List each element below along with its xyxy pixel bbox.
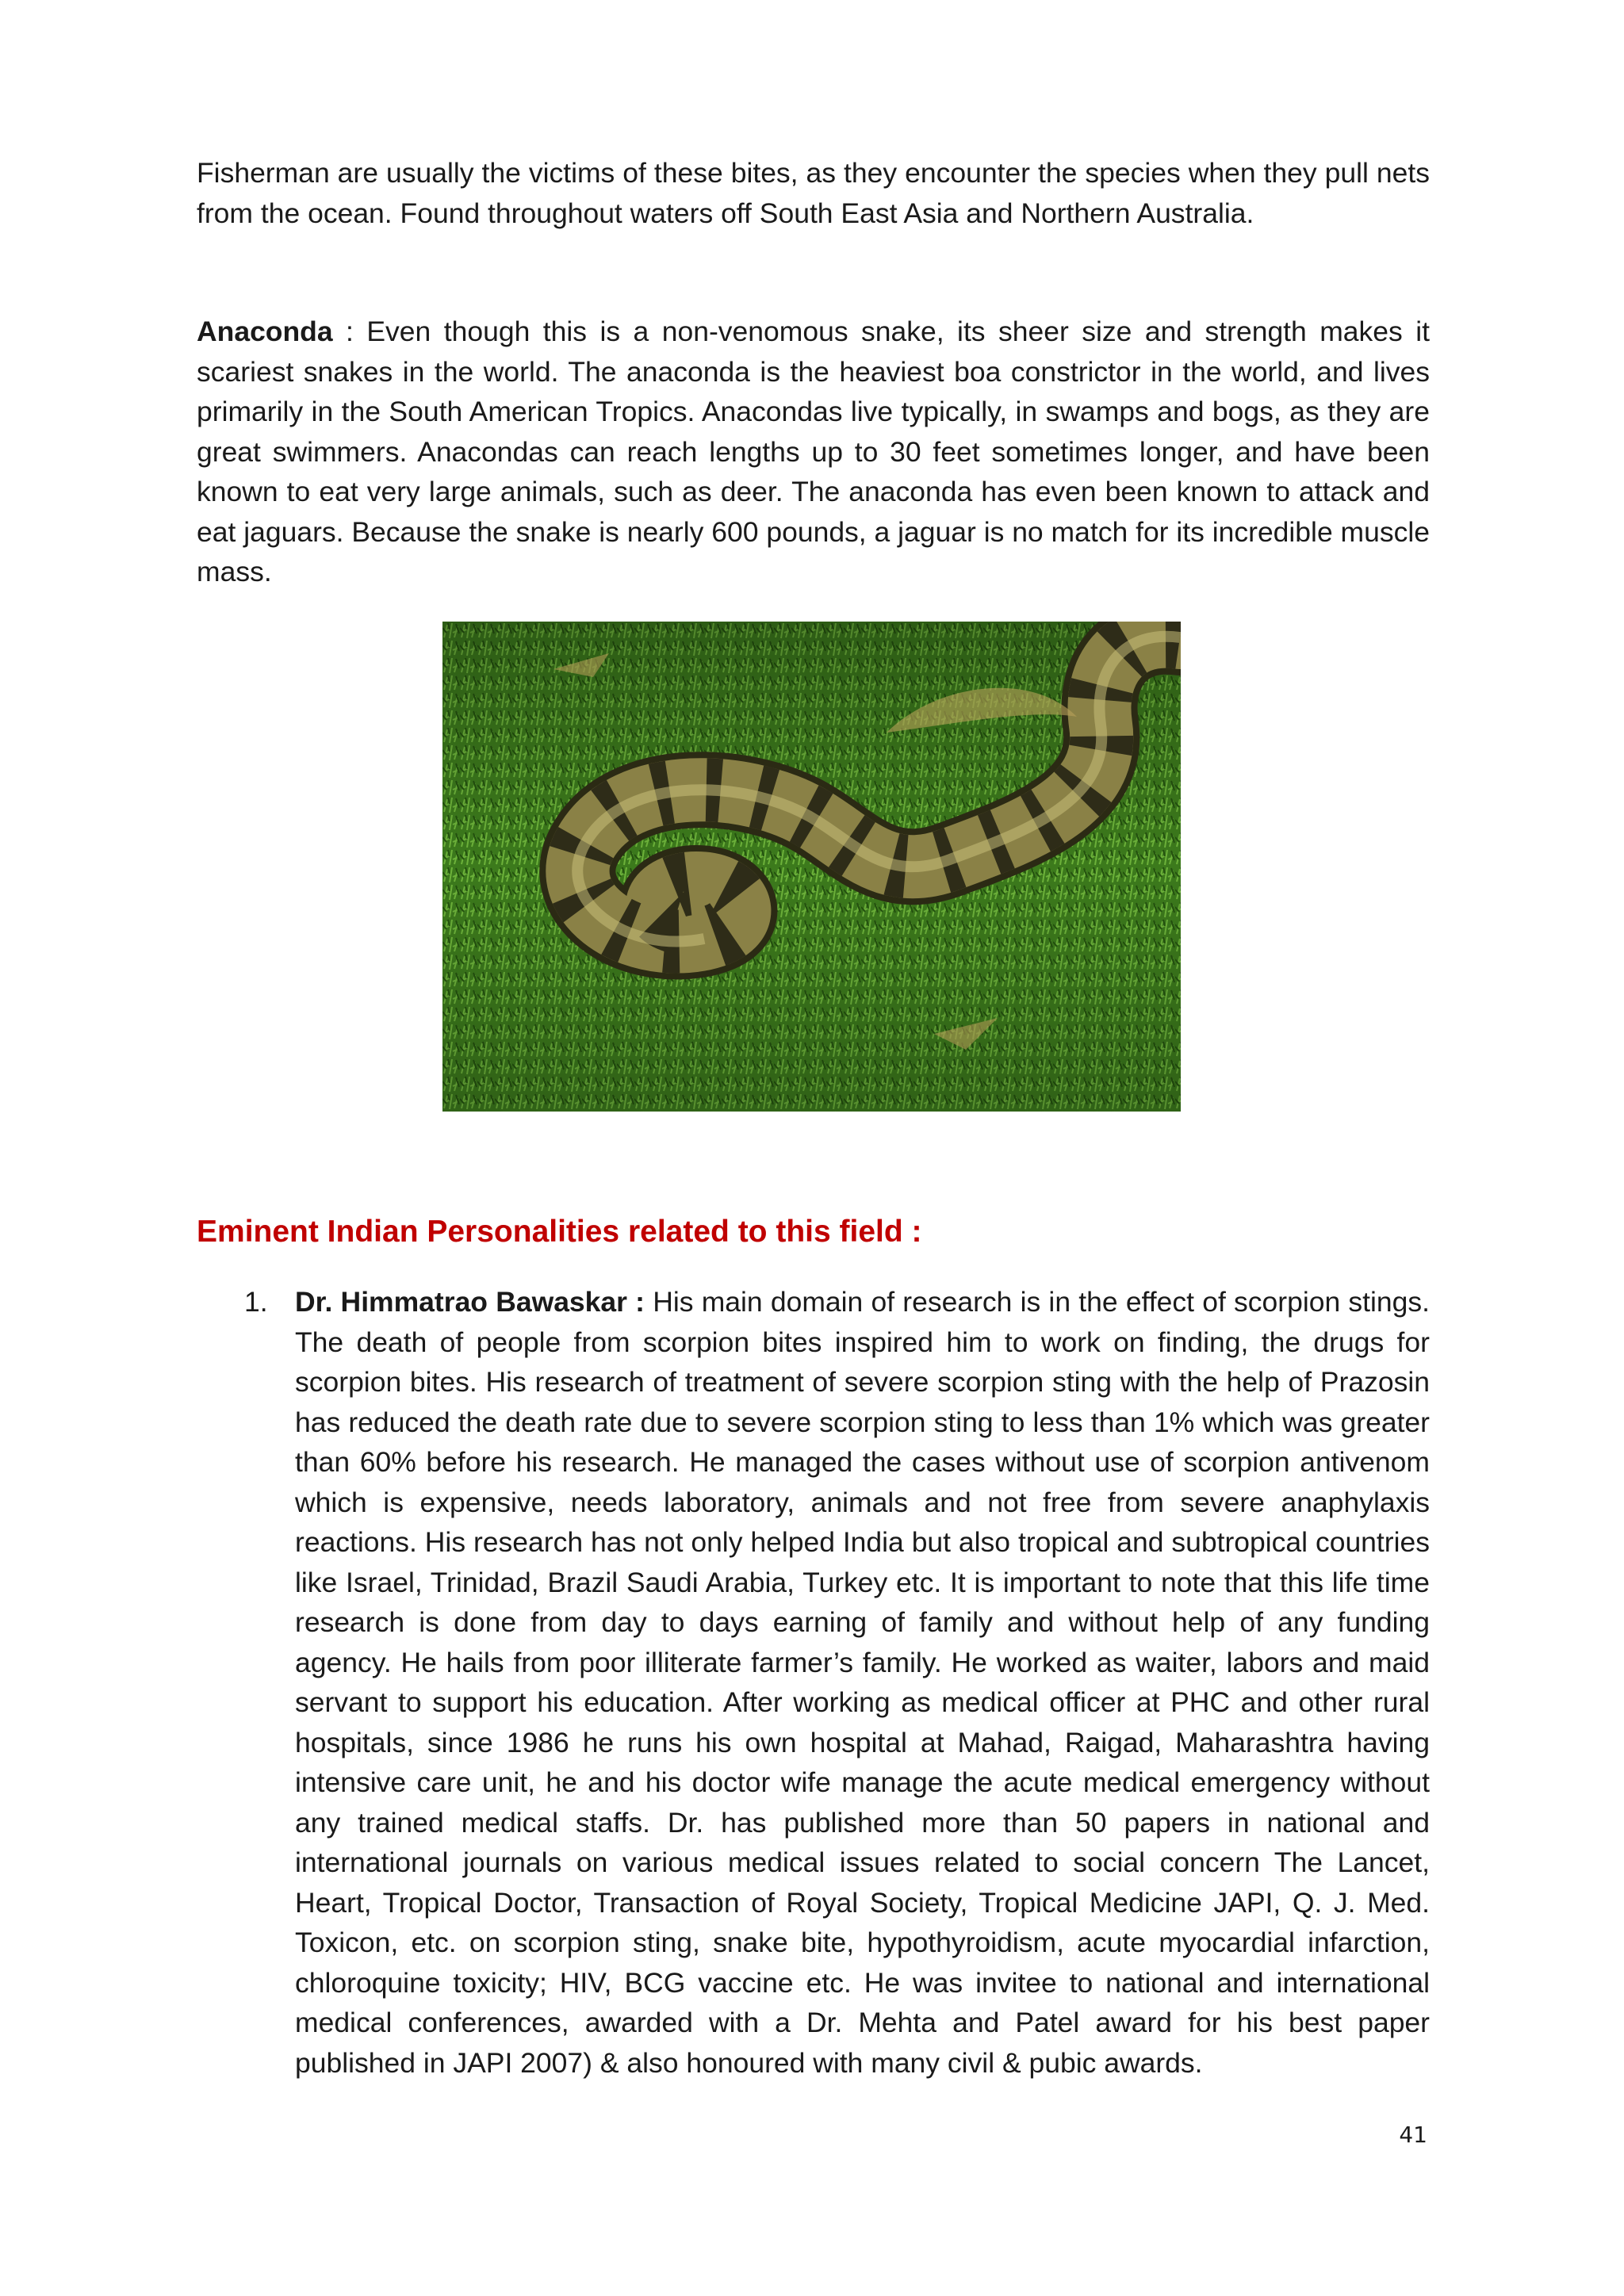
personality-name: Dr. Himmatrao Bawaskar : — [295, 1286, 645, 1318]
sea-snake-paragraph: Fisherman are usually the victims of these bites, as they encounter the species when they pull nets from the ocean. Found throughout waters off South East Asia and Northern Australia. — [197, 157, 1430, 229]
list-item-number: 1. — [244, 1286, 268, 1318]
anaconda-description: : Even though this is a non-venomous snake, its sheer size and strength makes it scariest snakes in the world. The anaconda is the heaviest boa constrictor in the world, and lives primarily in the South American Tropics. Anacondas live typically, in swamps and bogs, as they are great swimmers. Anacondas can reach lengths up to 30 feet sometimes longer, and have been known to eat very large animals, such as deer. The anaconda has even been known to attack and eat jaguars. Because the snake is nearly 600 pounds, a jaguar is no match for its incredible muscle mass. — [197, 316, 1430, 587]
anaconda-term: Anaconda — [197, 316, 333, 347]
anaconda-photo — [442, 622, 1181, 1112]
section-heading: Eminent Indian Personalities related to this field : — [197, 1215, 922, 1249]
anaconda-paragraph — [197, 312, 1430, 592]
list-item — [295, 1282, 1430, 2083]
page-number: 41 — [1399, 2122, 1427, 2148]
personality-description: His main domain of research is in the effect of scorpion stings. The death of people from scorpion bites inspired him to work on finding, the drugs for scorpion bites. His research of treatment of severe scorpion sting with the help of Prazosin has reduced the death rate due to severe scorpion sting to less than 1% which was greater than 60% before his research. He managed the cases without use of scorpion antivenom which is expensive, needs laboratory, animals and not free from severe anaphylaxis reactions. His research has not only helped India but also tropical and subtropical countries like Israel, Trinidad, Brazil Saudi Arabia, Turkey etc. It is important to note that this life time research is done from day to days earning of family and without help of any funding agency. He hails from poor illiterate farmer’s family. He worked as waiter, labors and maid servant to support his education. After working as medical officer at PHC and other rural hospitals, since 1986 he runs his own hospital at Mahad, Raigad, Maharashtra having intensive care unit, he and his doctor wife manage the acute medical emergency without any trained medical staffs. Dr. has published more than 50 papers in national and international journals on various medical issues related to social concern The Lancet, Heart, Tropical Doctor, Transaction of Royal Society, Tropical Medicine JAPI, Q. J. Med. Toxicon, etc. on scorpion sting, snake bite, hypothyroidism, acute myocardial infarction, chloroquine toxicity; HIV, BCG vaccine etc. He was invitee to national and international medical conferences, awarded with a Dr. Mehta and Patel award for his best paper published in JAPI 2007) & also honoured with many civil & pubic awards. — [295, 1286, 1430, 2079]
